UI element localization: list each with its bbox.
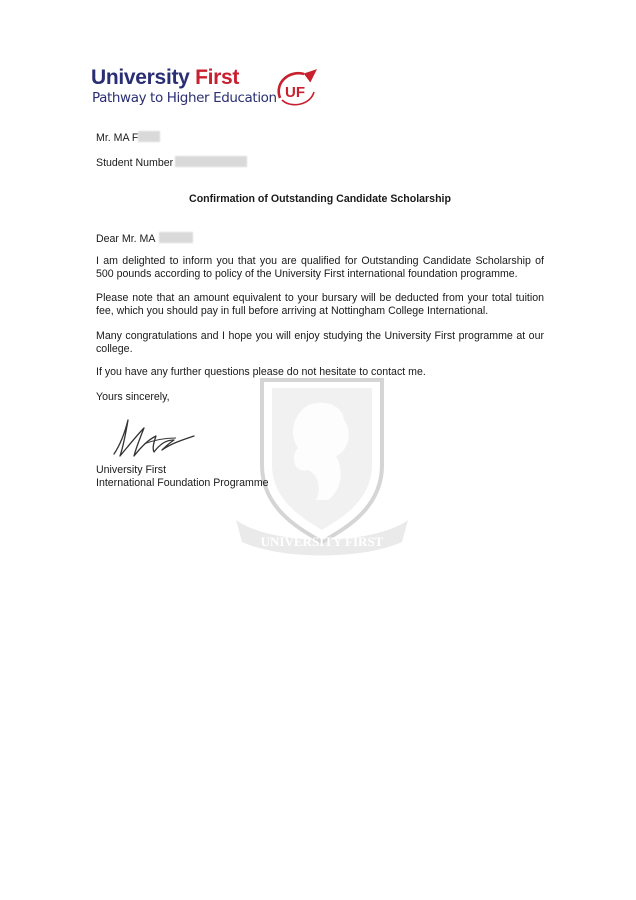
logo-subtitle: Pathway to Higher Education: [92, 90, 277, 106]
letter-heading: Confirmation of Outstanding Candidate Scholarship: [189, 193, 451, 205]
student-number: [96, 156, 247, 170]
logo-title-word1: University: [91, 66, 190, 89]
student-number-label: Student Number: [96, 157, 174, 169]
salutation-text: Dear Mr. MA: [96, 233, 156, 245]
redaction-block: [175, 156, 247, 167]
logo-title-word2: First: [195, 66, 240, 89]
uf-logo-mark-icon: [274, 68, 322, 108]
paragraph-congratulations: Many congratulations and I hope you will enjoy studying the University First programme at our college.: [96, 330, 544, 355]
paragraph-contact: If you have any further questions please do not hesitate to contact me.: [96, 366, 426, 378]
handwritten-signature: [104, 414, 200, 462]
closing: Yours sincerely,: [96, 391, 170, 403]
sender-programme: International Foundation Programme: [96, 477, 269, 489]
sender-name: University First: [96, 464, 167, 476]
logo-mark-text: UF: [285, 84, 305, 101]
recipient-name-text: Mr. MA F: [96, 132, 139, 144]
recipient-name: [96, 131, 160, 145]
watermark-ribbon-text: UNIVERSITY FIRST: [260, 534, 384, 549]
paragraph-tuition: Please note that an amount equivalent to your bursary will be deducted from your total tuition fee, which you should pay in full before arriving at Nottingham College International.: [96, 292, 544, 317]
redaction-block: [138, 131, 160, 142]
redaction-block: [159, 232, 193, 243]
logo-title: [91, 66, 239, 90]
university-first-logo: [91, 66, 331, 110]
paragraph-scholarship: I am delighted to inform you that you are qualified for Outstanding Candidate Scholarship of 500 pounds according to policy of the University First international foundation programme.: [96, 255, 544, 280]
crest-watermark-icon: [232, 370, 412, 560]
salutation: [96, 232, 193, 246]
